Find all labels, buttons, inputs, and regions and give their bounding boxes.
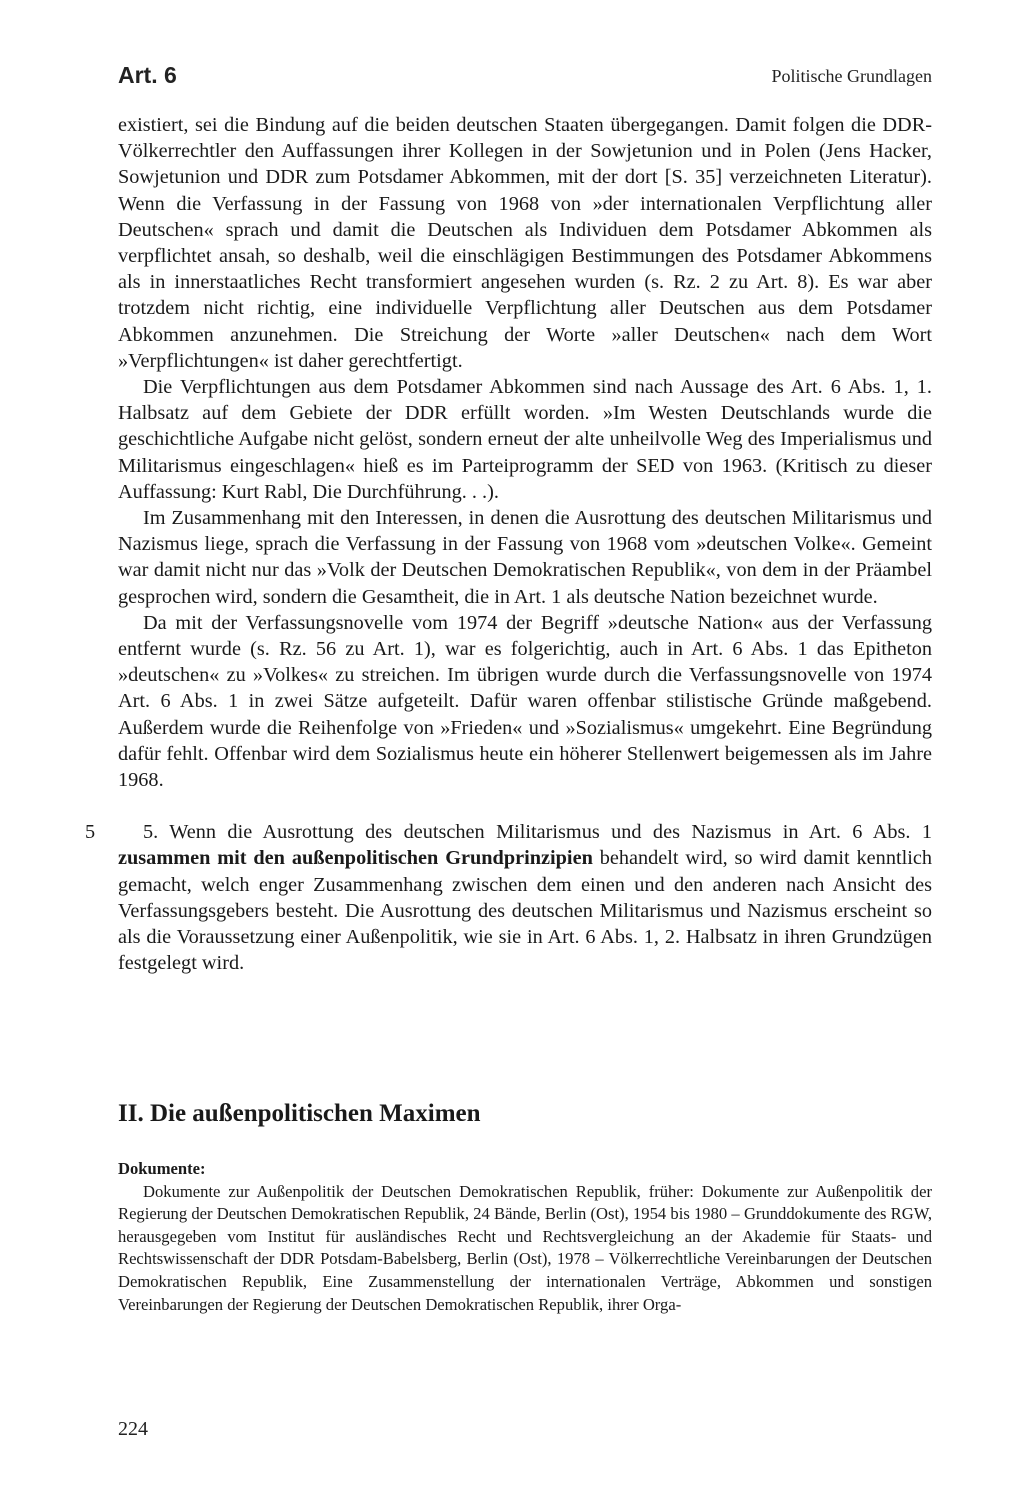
paragraph-5-end: behandelt wird, so wird damit kenntlich gemacht, welch enger Zusammenhang zwischen dem einen und den anderen nach Ansicht des Verfassungsgebers besteht. Die Ausrottung des deutschen Militarismus und Nazismus erscheint so als die Voraussetzung einer Außenpolitik, wie sie in Art. 6 Abs. 1, 2. Halbsatz in ihren Grundzügen festgelegt wird.	[118, 847, 933, 975]
page-number: 224	[118, 1418, 148, 1440]
paragraph-5-emphasis: zusammen mit den außenpolitischen Grundprinzipien	[118, 847, 593, 870]
paragraph-1: existiert, sei die Bindung auf die beiden deutschen Staaten übergegangen. Damit folgen die DDR-Völkerrechtler den Auffassungen ihrer Kollegen in der Sowjetunion und in Polen (Jens Hacker, Sowjetunion und DDR zum Potsdamer Abkommen, mit der dort [S. 35] verzeichneten Literatur). Wenn die Verfassung in der Fassung von 1968 von »der internationalen Verpflichtung aller Deutschen« sprach und damit die Deutschen als Individuen dem Potsdamer Abkommen als verpflichtet ansah, so deshalb, weil die einschlägigen Bestimmungen des Potsdamer Abkommens als in innerstaatliches Recht transformiert angesehen wurden (s. Rz. 2 zu Art. 8). Es war aber trotzdem nicht richtig, eine individuelle Verpflichtung aller Deutschen aus dem Potsdamer Abkommen anzunehmen. Die Streichung der Worte »aller Deutschen« nach dem Wort »Verpflichtungen« ist daher gerechtfertigt.	[118, 114, 932, 372]
section-heading: II. Die außenpolitischen Maximen	[118, 1100, 481, 1127]
running-header-article: Art. 6	[118, 62, 177, 88]
paragraph-2: Die Verpflichtungen aus dem Potsdamer Abkommen sind nach Aussage des Art. 6 Abs. 1, 1. Halbsatz auf dem Gebiete der DDR erfüllt worden. »Im Westen Deutschlands wurde die geschichtliche Aufgabe nicht gelöst, sondern erneut der alte unheilvolle Weg des Imperialismus und Militarismus eingeschlagen« hieß es im Parteiprogramm der SED von 1963. (Kritisch zu dieser Auffassung: Kurt Rabl, Die Durchführung. . .).	[118, 376, 932, 503]
documents-block	[118, 1158, 932, 1316]
margin-number: 5	[85, 821, 96, 844]
paragraph-4: Da mit der Verfassungsnovelle vom 1974 der Begriff »deutsche Nation« aus der Verfassung entfernt wurde (s. Rz. 56 zu Art. 1), war es folgerichtig, auch in Art. 6 Abs. 1 das Epitheton »deutschen« zu »Volkes« zu streichen. Im übrigen wurde durch die Verfassungsnovelle von 1974 Art. 6 Abs. 1 in zwei Sätze aufgeteilt. Dafür waren offenbar stilistische Gründe maßgebend. Außerdem wurde die Reihenfolge von »Frieden« und »Sozialismus« umgekehrt. Eine Begründung dafür fehlt. Offenbar wird dem Sozialismus heute ein höherer Stellenwert beigemessen als im Jahre 1968.	[118, 611, 932, 792]
body-text	[85, 112, 933, 977]
paragraph-5	[85, 819, 933, 976]
documents-label: Dokumente:	[118, 1159, 206, 1178]
paragraph-3: Im Zusammenhang mit den Interessen, in denen die Ausrottung des deutschen Militarismus und Nazismus liege, sprach die Verfassung in der Fassung von 1968 vom »deutschen Volke«. Gemeint war damit nicht nur das »Volk der Deutschen Demokratischen Republik«, von dem in der Präambel gesprochen wird, sondern die Gesamtheit, die in Art. 1 als deutsche Nation bezeichnet wurde.	[118, 507, 932, 608]
running-header-section: Politische Grundlagen	[771, 66, 932, 86]
paragraph-5-start: 5. Wenn die Ausrottung des deutschen Militarismus und des Nazismus in Art. 6 Abs. 1	[143, 821, 932, 844]
documents-text: Dokumente zur Außenpolitik der Deutschen Demokratischen Republik, früher: Dokumente zur Außenpolitik der Regierung der Deutschen Demokratischen Republik, 24 Bände, Berlin (Ost), 1954 bis 1980 – Grunddokumente des RGW, herausgegeben vom Institut für ausländisches Recht und Rechtsvergleichung an der Akademie für Staats- und Rechtswissenschaft der DDR Potsdam-Babelsberg, Berlin (Ost), 1978 – Völkerrechtliche Vereinbarungen der Deutschen Demokratischen Republik, Eine Zusammenstellung der internationalen Verträge, Abkommen und sonstigen Vereinbarungen der Regierung der Deutschen Demokratischen Republik, ihrer Orga-	[118, 1181, 932, 1314]
